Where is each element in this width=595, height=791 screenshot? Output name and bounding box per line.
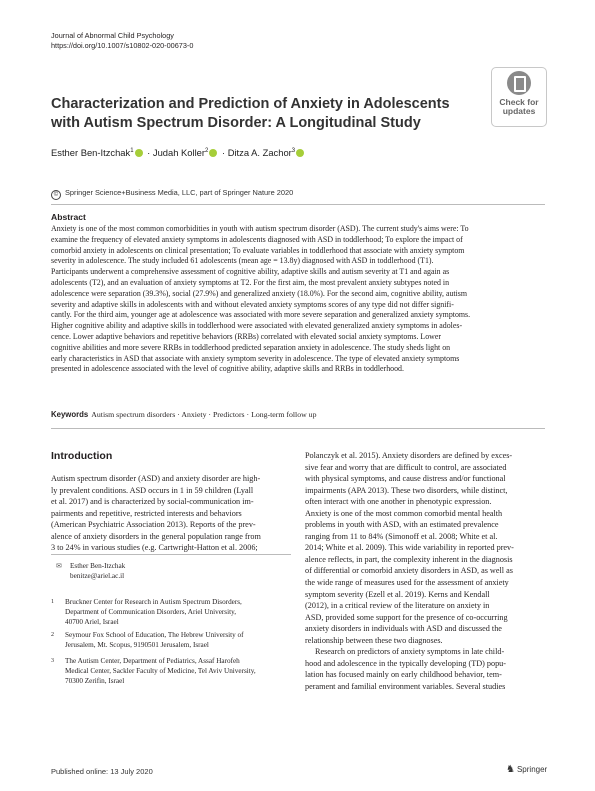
- orcid-icon[interactable]: [209, 149, 217, 157]
- body-line: alence of anxiety disorders in the general population range from: [51, 531, 261, 541]
- affiliation-line: 70300 Zerifin, Israel: [65, 677, 125, 685]
- body-line: ranging from 11 to 84% (Simonoff et al. 2008; White et al.: [305, 531, 498, 541]
- abstract-body: [51, 224, 545, 375]
- abstract-line: adolescence were separation (39.3%), social (27.9%) and generalized anxiety (18.0%). For the second aim, cognitive ability, autism: [51, 288, 468, 298]
- body-line: of differential or comorbid anxiety disorders in ASD, as well as: [305, 566, 513, 576]
- abstract-line: comorbid anxiety in adolescents on clinical presentation; To evaluate variables in toddlerhood that associate with anxiety symptom: [51, 245, 465, 255]
- correspondence: [56, 561, 125, 581]
- abstract-line: Participants underwent a comprehensive assessment of cognitive ability, adaptive skills and autism severity at T1 and again as: [51, 267, 450, 277]
- body-line: (2012), in a critical review of the literature on anxiety in: [305, 601, 490, 611]
- check-updates-line1: Check for: [499, 97, 539, 107]
- divider: [51, 428, 545, 429]
- author-affiliation-number: 3: [291, 147, 296, 154]
- body-line: impairments (APA 2013). These two disorders, while distinct,: [305, 485, 508, 495]
- author-affiliation-number: 1: [130, 147, 134, 154]
- affiliation-line: Seymour Fox School of Education, The Hebrew University of: [65, 631, 244, 639]
- keywords: [51, 410, 545, 419]
- affiliation-line: Department of Communication Disorders, Ariel University,: [65, 608, 236, 616]
- footnote-divider: [51, 554, 291, 555]
- abstract-line: early characteristics in ASD that associate with anxiety symptom severity in adolescence. The type of elevated anxiety symptoms: [51, 353, 460, 363]
- body-line: with physical symptoms, and cause distress and/or functional: [305, 474, 506, 484]
- body-line: pairments and repetitive, restricted interests and behaviors: [51, 508, 242, 518]
- body-line: alence reflects, in part, the complexity inherent in the diagnosis: [305, 554, 513, 564]
- body-line: Autism spectrum disorder (ASD) and anxiety disorder are high-: [51, 474, 261, 483]
- body-line: Polanczyk et al. 2015). Anxiety disorders are defined by exces-: [305, 451, 513, 460]
- body-line: Anxiety is one of the most common comorbid mental health: [305, 508, 503, 518]
- corresponding-author: Esther Ben-Itzchak: [70, 562, 126, 570]
- author-separator: ·: [147, 147, 151, 158]
- orcid-icon[interactable]: [296, 149, 304, 157]
- abstract-line: cence. Lower adaptive behaviors and repetitive behaviors (RRBs) correlated with elevated social anxiety symptoms. Lower: [51, 331, 442, 341]
- journal-doi-link[interactable]: https://doi.org/10.1007/s10802-020-00673-0: [51, 41, 194, 50]
- author-separator: ·: [221, 147, 226, 158]
- body-line: (American Psychiatric Association 2013). Reports of the prev-: [51, 520, 256, 530]
- publisher-logo: [506, 764, 547, 775]
- body-line: often interact with one another in phenotypic expression.: [305, 497, 492, 507]
- abstract-heading: Abstract: [51, 212, 86, 222]
- copyright-line: [51, 188, 293, 200]
- paragraph: [305, 646, 545, 692]
- abstract-line: Anxiety is one of the most common comorbidities in youth with autism spectrum disorder (ASD). The current study's aims were: To: [51, 224, 469, 233]
- affiliation: [51, 656, 291, 688]
- divider: [51, 204, 545, 205]
- affiliation-number: 1: [51, 599, 54, 605]
- article-title: [51, 95, 451, 132]
- title-line: with Autism Spectrum Disorder: A Longitudinal Study: [51, 114, 421, 131]
- abstract-line: presented in adolescence associated with the level of cognitive ability, adaptive skills and RRBs in toddlerhood.: [51, 364, 404, 374]
- abstract-line: Higher cognitive ability and adaptive skills in toddlerhood were associated with elevated generalized anxiety symptoms in adoles-: [51, 321, 463, 331]
- body-line: 2014; White et al. 2009). This wide variability in reported prev-: [305, 543, 514, 553]
- affiliation: [51, 630, 291, 652]
- body-line: symptom severity (Ezell et al. 2019). Kerns and Kendall: [305, 589, 490, 599]
- orcid-icon[interactable]: [135, 149, 143, 157]
- left-column-text: [51, 473, 291, 554]
- body-line: 3 to 24% in various studies (e.g. Cartwright-Hatton et al. 2006;: [51, 543, 258, 553]
- affiliation-line: 40700 Ariel, Israel: [65, 618, 119, 626]
- abstract-line: cognitive abilities and more severe RRBs in toddlerhood predicted separation anxiety in adolescence. The study sheds light on: [51, 342, 451, 352]
- author-name[interactable]: Esther Ben-Itzchak: [51, 147, 131, 158]
- affiliation: [51, 597, 291, 629]
- body-line: hood and adolescence in the typically developing (TD) popu-: [305, 658, 506, 668]
- keywords-label: Keywords: [51, 410, 89, 419]
- check-updates-line2: updates: [502, 106, 536, 116]
- copyright-icon: ©: [51, 190, 61, 200]
- body-line: Research on predictors of anxiety symptoms in late child-: [315, 647, 505, 657]
- author-name[interactable]: Ditza A. Zachor: [227, 147, 292, 158]
- journal-name: Journal of Abnormal Child Psychology: [51, 31, 174, 40]
- springer-horse-icon: ♞: [506, 764, 515, 775]
- affiliation-line: The Autism Center, Department of Pediatrics, Assaf Harofeh: [65, 657, 240, 665]
- body-line: sive fear and worry that are difficult to control, are associated: [305, 462, 507, 472]
- author-list: [51, 147, 306, 158]
- abstract-line: severity and adaptive skills in adolescents with and without elevated anxiety symptoms scores of any type did not differ signifi-: [51, 299, 454, 309]
- published-online-date: Published online: 13 July 2020: [51, 767, 153, 776]
- affiliation-line: Jerusalem, Mt. Scopus, 9190501 Jerusalem, Israel: [65, 641, 209, 649]
- abstract-line: cantly. For the third aim, younger age at adolescence was associated with more severe separation and generalized anxiety symptoms.: [51, 310, 471, 320]
- section-heading-introduction: Introduction: [51, 450, 113, 462]
- affiliation-line: Medical Center, Sackler Faculty of Medicine, Tel Aviv University,: [65, 667, 256, 675]
- body-line: the wide range of measures used for the assessment of anxiety: [305, 578, 509, 588]
- abstract-line: severity in adolescence. The study included 61 adolescents (mean age = 13.8y) diagnosed with ASD in toddlerhood (T1).: [51, 256, 434, 266]
- body-line: lation has focused mainly on early childhood behavior, tem-: [305, 670, 502, 680]
- body-line: anxiety disorders in individuals with ASD and discussed the: [305, 624, 502, 634]
- check-for-updates-badge[interactable]: [491, 67, 547, 127]
- bookmark-icon: [507, 71, 531, 95]
- keywords-text: Autism spectrum disorders · Anxiety · Predictors · Long-term follow up: [91, 410, 317, 419]
- envelope-icon: ✉: [56, 562, 63, 570]
- affiliation-number: 3: [51, 658, 54, 664]
- abstract-line: examine the frequency of elevated anxiety symptoms in adolescents diagnosed with ASD in toddlerhood; To explore the impact of: [51, 234, 463, 244]
- author-affiliation-number: 2: [205, 147, 209, 154]
- journal-header: [51, 31, 193, 51]
- author-name[interactable]: Judah Koller: [152, 147, 206, 158]
- paragraph: [305, 450, 545, 646]
- body-line: ASD, provided some support for the presence of co-occurring: [305, 612, 508, 622]
- affiliation-number: 2: [51, 632, 54, 638]
- right-column-text: [305, 450, 545, 692]
- title-line: Characterization and Prediction of Anxiety in Adolescents: [51, 96, 450, 112]
- affiliation-line: Bruckner Center for Research in Autism Spectrum Disorders,: [65, 598, 242, 606]
- body-line: perament and familial environment variables. Several studies: [305, 681, 506, 691]
- publisher-name: Springer: [516, 765, 548, 774]
- body-line: problems in youth with ASD, with an estimated prevalence: [305, 520, 499, 530]
- body-line: ly prevalent conditions. ASD occurs in 1 in 59 children (Lyall: [51, 485, 254, 495]
- corresponding-email[interactable]: benitze@ariel.ac.il: [70, 572, 125, 580]
- abstract-line: adolescents (T2), and an evaluation of anxiety symptoms at T2. For the first aim, the most prevalent anxiety subtypes noted in: [51, 277, 450, 287]
- body-line: relationship between these two diagnoses.: [305, 635, 443, 645]
- body-line: et al. 2017) and is characterized by social-communication im-: [51, 497, 254, 507]
- copyright-text: Springer Science+Business Media, LLC, part of Springer Nature 2020: [65, 188, 294, 197]
